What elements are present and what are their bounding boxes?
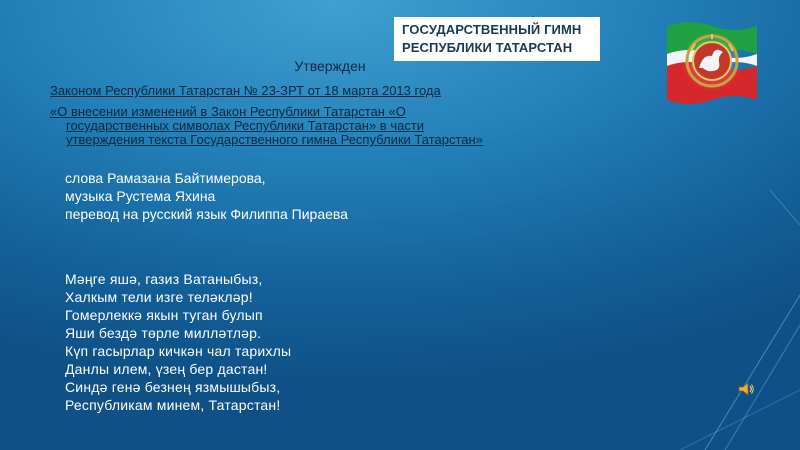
tatarstan-flag-emblem-icon [663, 16, 761, 108]
slide-title [394, 17, 600, 61]
title-line-2: РЕСПУБЛИКИ ТАТАРСТАН [402, 40, 573, 55]
amendment-link-line-2[interactable]: государственных символах Республики Татарстан» в части [66, 118, 425, 133]
amendment-link-line-1[interactable]: «О внесении изменений в Закон Республики Татарстан «О [50, 104, 406, 119]
title-line-1: ГОСУДАРСТВЕННЫЙ ГИМН [402, 22, 582, 37]
speaker-icon[interactable] [737, 380, 755, 398]
law-link[interactable]: Законом Республики Татарстан № 23-ЗРТ от 18 марта 2013 года [50, 83, 441, 98]
verse-line: Яши бездә төрле милләтләр. [65, 325, 262, 341]
verse-line: Күп гасырлар кичкән чал тарихлы [65, 343, 292, 359]
credit-lyrics: слова Рамазана Байтимерова, [65, 170, 266, 186]
anthem-verse [65, 270, 291, 414]
verse-line: Данлы илем, үзең бер дастан! [65, 361, 268, 377]
credit-translation: перевод на русский язык Филиппа Пираева [65, 206, 348, 222]
credit-music: музыка Рустема Яхина [65, 188, 216, 204]
verse-line: Мәңге яшә, газиз Ватаныбыз, [65, 271, 263, 287]
verse-line: Республикам минем, Татарстан! [65, 397, 281, 413]
verse-line: Синдә генә безнең язмышыбыз, [65, 379, 281, 395]
verse-line: Гомерлеккә якын туган булып [65, 307, 263, 323]
approved-label: Утвержден [294, 58, 366, 74]
amendment-link-line-3[interactable]: утверждения текста Государственного гимна Республики Татарстан» [66, 132, 483, 147]
verse-line: Халкым тели изге теләкләр! [65, 289, 253, 305]
